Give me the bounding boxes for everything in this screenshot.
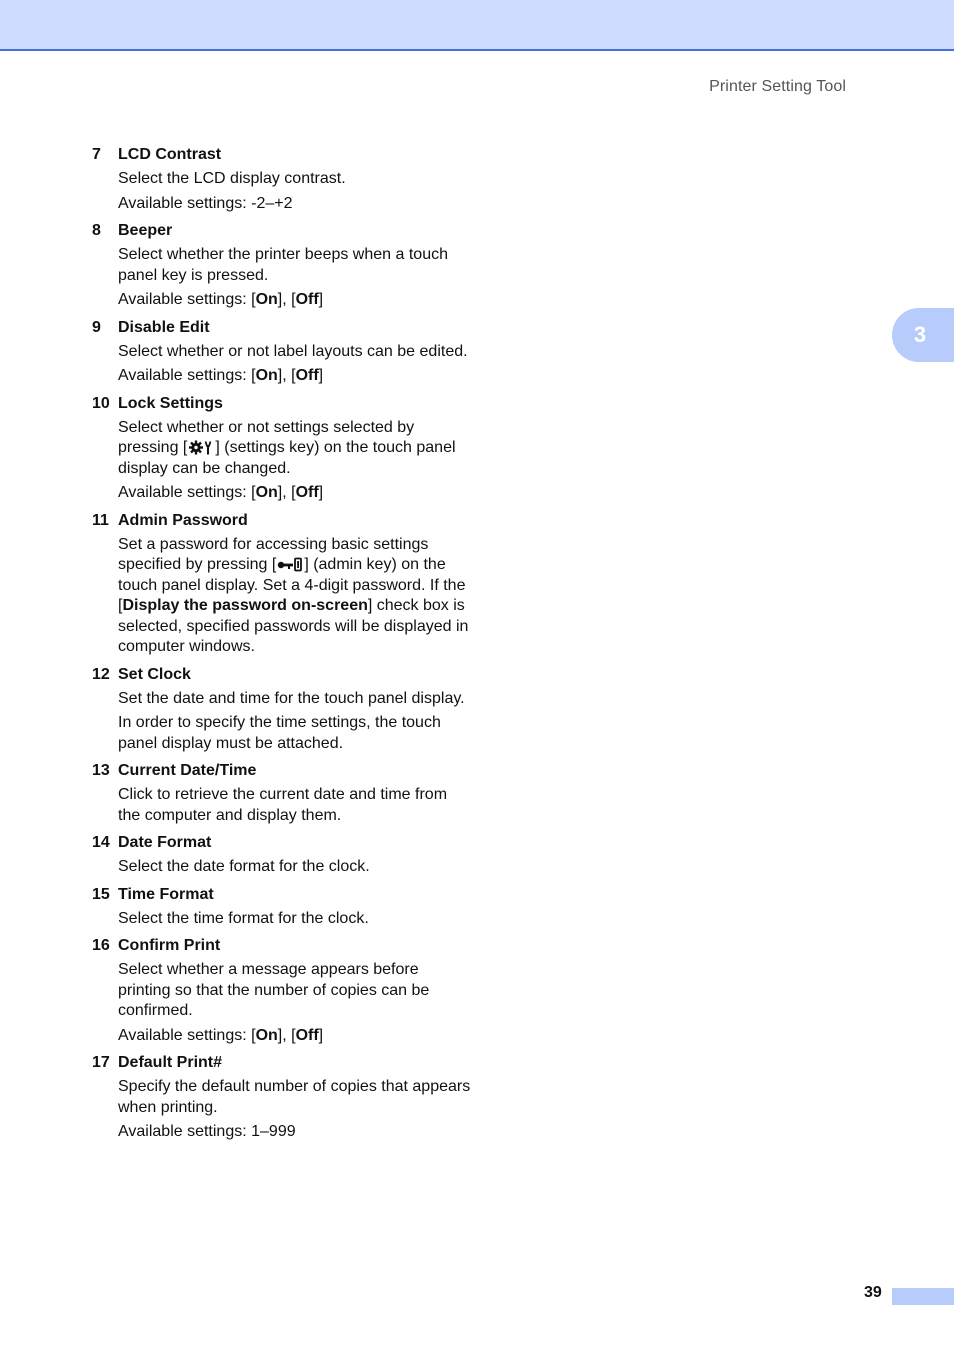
item-description: [118, 418, 472, 480]
available-settings: Available settings: -2–+2: [118, 194, 293, 212]
item-number: 8: [92, 222, 101, 239]
item-title: LCD Contrast: [118, 146, 222, 163]
item-number: 12: [92, 665, 110, 683]
item-heading: [92, 1053, 472, 1073]
list-item: [92, 394, 472, 504]
text-run: Set a password for accessing basic settings specified by pressing [: [118, 535, 429, 573]
text-run: Available settings: [: [118, 291, 256, 308]
text-run: Available settings: [: [118, 484, 256, 501]
item-note: In order to specify the time settings, the touch panel display must be attached.: [118, 714, 441, 752]
item-number: 14: [92, 834, 110, 851]
list-item: [92, 145, 472, 214]
item-heading: [92, 665, 472, 685]
option-off: Off: [295, 1026, 319, 1044]
list-item: [92, 761, 472, 826]
list-item: [92, 833, 472, 878]
item-title: Admin Password: [118, 511, 248, 529]
item-heading: [92, 318, 472, 338]
item-title: Set Clock: [118, 665, 191, 683]
available-settings: [118, 1026, 472, 1047]
text-run: ] check box is selected, specified passwords will be displayed in computer windows.: [118, 597, 469, 655]
text-run: ] (settings key) on the touch panel display can be changed.: [118, 439, 456, 477]
item-heading: [92, 885, 472, 905]
text-run: ] (admin key) on the touch panel display. Set a 4-digit password. If the [: [118, 556, 466, 614]
item-title: Date Format: [118, 834, 212, 851]
item-title: Confirm Print: [118, 937, 221, 954]
available-settings: Available settings: 1–999: [118, 1123, 296, 1140]
text-run: ]: [318, 484, 324, 501]
list-item: [92, 318, 472, 387]
list-item: [92, 885, 472, 930]
list-item: [92, 511, 472, 658]
text-run: Available settings: [: [118, 1026, 256, 1044]
option-off: Off: [295, 484, 319, 501]
available-settings: [118, 366, 472, 387]
chapter-number: 3: [913, 322, 927, 347]
option-on: On: [255, 1026, 278, 1044]
item-heading: [92, 761, 472, 781]
list-item: [92, 665, 472, 755]
option-on: On: [255, 291, 278, 308]
item-title: Time Format: [118, 885, 214, 903]
item-title: Disable Edit: [118, 318, 210, 336]
item-number: 10: [92, 394, 110, 412]
list-item: [92, 936, 472, 1046]
option-off: Off: [295, 367, 319, 384]
item-heading: [92, 833, 472, 853]
settings-key-icon: [188, 440, 214, 455]
item-title: Current Date/Time: [118, 762, 257, 779]
item-description: Select the date format for the clock.: [118, 858, 370, 875]
item-description: Set the date and time for the touch panel display.: [118, 689, 465, 707]
item-number: 17: [92, 1054, 110, 1071]
option-on: On: [255, 484, 278, 501]
text-run: ], [: [277, 367, 296, 384]
text-run: ]: [318, 1026, 324, 1044]
available-settings: [118, 290, 472, 311]
running-header-title: Printer Setting Tool: [709, 78, 846, 95]
item-number: 13: [92, 762, 110, 779]
item-description: Select whether a message appears before printing so that the number of copies can be confirmed.: [118, 961, 430, 1019]
text-run: ]: [318, 291, 324, 308]
footer-band: [892, 1288, 954, 1305]
item-description: Select whether or not label layouts can be edited.: [118, 342, 468, 360]
item-heading: [92, 221, 472, 241]
item-title: Lock Settings: [118, 394, 223, 412]
item-number: 9: [92, 318, 101, 336]
top-header-band: [0, 0, 954, 51]
text-run: ], [: [277, 1026, 296, 1044]
text-run: Select whether or not settings selected by pressing [: [118, 418, 415, 456]
item-heading: [92, 511, 472, 531]
text-run: ]: [318, 367, 324, 384]
item-number: 11: [92, 511, 109, 529]
admin-key-icon: [277, 557, 303, 572]
settings-list: [92, 145, 472, 1150]
item-heading: [92, 145, 472, 165]
text-run: ], [: [277, 291, 296, 308]
list-item: [92, 221, 472, 311]
chapter-tab: [892, 308, 954, 362]
item-description: Click to retrieve the current date and time from the computer and display them.: [118, 786, 448, 824]
item-title: Default Print#: [118, 1054, 223, 1071]
item-title: Beeper: [118, 222, 173, 239]
item-description: Specify the default number of copies that appears when printing.: [118, 1078, 471, 1116]
item-heading: [92, 936, 472, 956]
item-description: Select the LCD display contrast.: [118, 170, 346, 187]
item-number: 15: [92, 885, 110, 903]
item-description: [118, 535, 472, 658]
item-description: Select the time format for the clock.: [118, 909, 369, 927]
option-label: Display the password on-screen: [122, 597, 368, 614]
item-heading: [92, 394, 472, 414]
list-item: [92, 1053, 472, 1143]
text-run: ], [: [277, 484, 296, 501]
item-description: Select whether the printer beeps when a touch panel key is pressed.: [118, 246, 448, 284]
item-number: 7: [92, 146, 101, 163]
available-settings: [118, 483, 472, 504]
page-number: 39: [864, 1284, 882, 1301]
option-on: On: [255, 367, 278, 384]
option-off: Off: [295, 291, 319, 308]
item-number: 16: [92, 937, 110, 954]
text-run: Available settings: [: [118, 367, 256, 384]
